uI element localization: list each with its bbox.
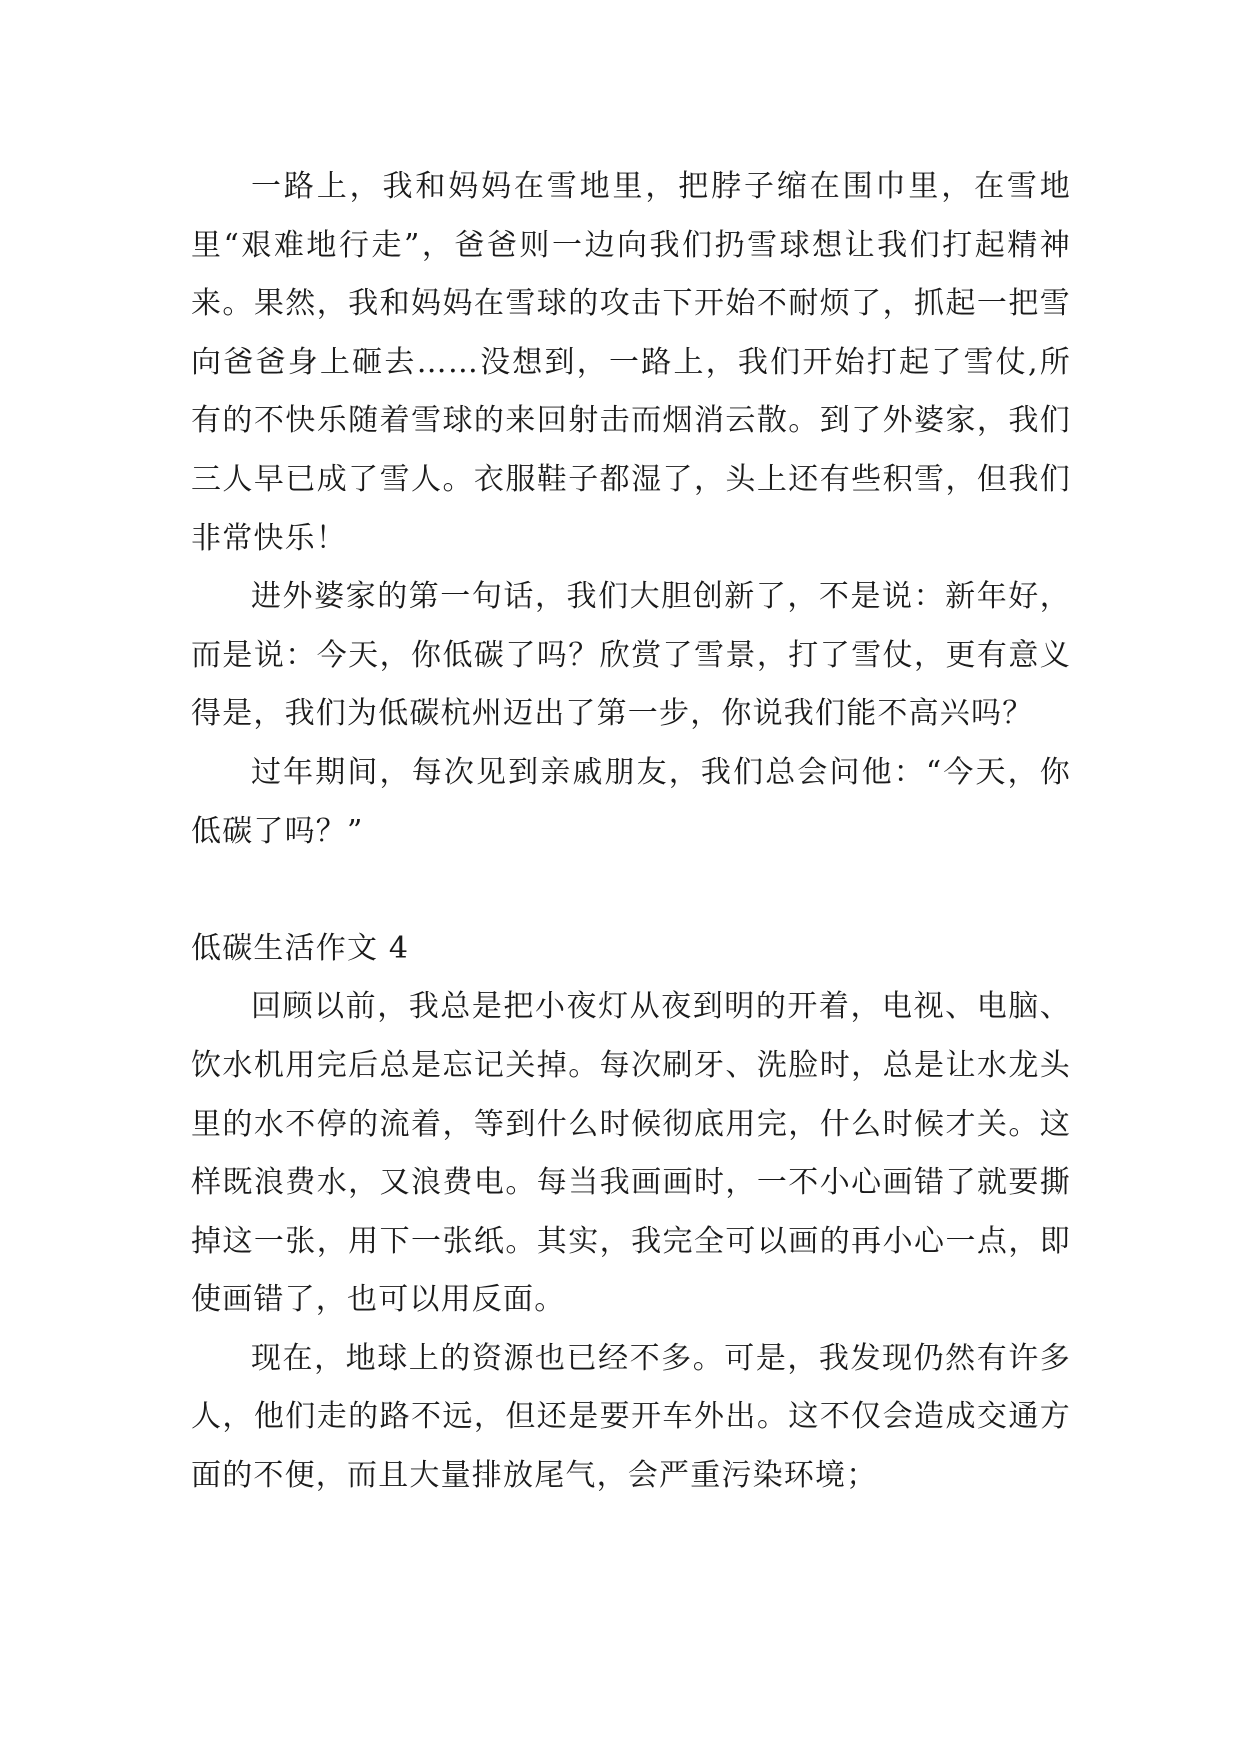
document-body <box>191 158 1071 1506</box>
section-heading: 低碳生活作文 4 <box>191 930 410 966</box>
paragraph-resources: 现在，地球上的资源也已经不多。可是，我发现仍然有许多人，他们走的路不远，但还是要开车外出。这不仅会造成交通方面的不便，而且大量排放尾气，会严重污染环境； <box>191 1340 1071 1494</box>
paragraph-snow-walk: 一路上，我和妈妈在雪地里，把脖子缩在围巾里，在雪地里“艰难地行走”，爸爸则一边向我们扔雪球想让我们打起精神来。果然，我和妈妈在雪球的攻击下开始不耐烦了，抓起一把雪向爸爸身上砸去……没想到，一路上，我们开始打起了雪仗,所有的不快乐随着雪球的来回射击而烟消云散。到了外婆家，我们三人早已成了雪人。衣服鞋子都湿了，头上还有些积雪，但我们非常快乐！ <box>191 169 1071 556</box>
section-spacer <box>191 861 1071 920</box>
paragraph-looking-back: 回顾以前，我总是把小夜灯从夜到明的开着，电视、电脑、饮水机用完后总是忘记关掉。每次刷牙、洗脸时，总是让水龙头里的水不停的流着，等到什么时候彻底用完，什么时候才关。这样既浪费水，又浪费电。每当我画画时，一不小心画错了就要撕掉这一张，用下一张纸。其实，我完全可以画的再小心一点，即使画错了，也可以用反面。 <box>191 989 1071 1318</box>
paragraph-new-year: 过年期间，每次见到亲戚朋友，我们总会问他：“今天，你低碳了吗？” <box>191 754 1071 849</box>
paragraph-greeting: 进外婆家的第一句话，我们大胆创新了，不是说：新年好，而是说：今天，你低碳了吗？欣赏了雪景，打了雪仗，更有意义得是，我们为低碳杭州迈出了第一步，你说我们能不高兴吗？ <box>191 579 1071 732</box>
